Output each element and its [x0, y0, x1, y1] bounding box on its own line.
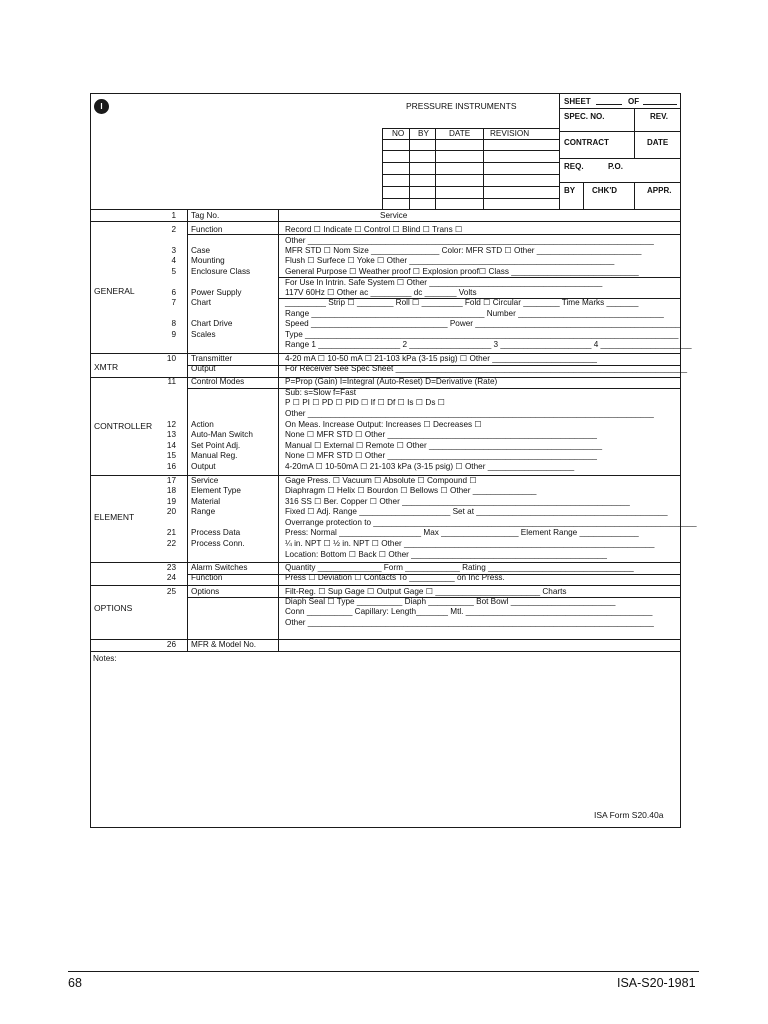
rev-label: REV.	[650, 112, 668, 121]
contract-label: CONTRACT	[564, 138, 609, 147]
row-number: 24	[166, 573, 176, 582]
row-number: 8	[171, 319, 176, 328]
section-xmtr: XMTR	[94, 362, 119, 372]
form-title: PRESSURE INSTRUMENTS	[406, 101, 517, 111]
row-number: 21	[166, 528, 176, 537]
admin-row	[559, 131, 681, 132]
row-label: Tag No.	[191, 211, 220, 220]
row-label: Function	[191, 573, 223, 582]
row-content: None ☐ MFR STD ☐ Other ______________________________________________	[285, 430, 597, 439]
row-label: Control Modes	[191, 377, 245, 386]
row-number: 10	[166, 354, 176, 363]
of-blank	[643, 104, 677, 105]
row-content: Diaphragm ☐ Helix ☐ Bourdon ☐ Bellows ☐ Other ______________	[285, 486, 537, 495]
row-number: 16	[166, 462, 176, 471]
row-number: 6	[171, 288, 176, 297]
row-number: 15	[166, 451, 176, 460]
section-element: ELEMENT	[94, 512, 135, 522]
section-controller: CONTROLLER	[94, 421, 153, 431]
revision-grid-row	[382, 198, 560, 199]
row-content: 117V 60Hz ☐ Other ac _________ dc _______ Volts	[285, 288, 477, 297]
admin-col	[634, 182, 635, 210]
row-content: Record ☐ Indicate ☐ Control ☐ Blind ☐ Trans ☐	[285, 225, 463, 234]
row-content: P=Prop (Gain) I=Integral (Auto-Reset) D=Derivative (Rate)	[285, 377, 498, 386]
row-content: Press: Normal __________________ Max _________________ Element Range _____________	[285, 528, 639, 537]
row-label: Service	[191, 476, 219, 485]
row-content: P ☐ PI ☐ PD ☐ PID ☐ If ☐ Df ☐ Is ☐ Ds ☐	[285, 398, 446, 407]
row-label: Power Supply	[191, 288, 242, 297]
form-id: ISA Form S20.40a	[594, 810, 664, 820]
row-number: 26	[166, 640, 176, 649]
row-label: Element Type	[191, 486, 241, 495]
row-number: 18	[166, 486, 176, 495]
row-content: For Use In Intrin. Safe System ☐ Other ______________________________________	[285, 278, 603, 287]
admin-row	[559, 182, 681, 183]
page-footer-rule	[68, 971, 699, 972]
section-rule	[90, 651, 681, 652]
page-number: 68	[68, 976, 82, 990]
form-border-bottom	[90, 827, 681, 828]
row-label: Enclosure Class	[191, 267, 251, 276]
row-label: Auto-Man Switch	[191, 430, 253, 439]
form-border-top	[90, 93, 681, 94]
row-label: Chart	[191, 298, 212, 307]
row-number: 13	[166, 430, 176, 439]
revision-grid-row	[382, 162, 560, 163]
row-content: Diaph Seal ☐ Type __________ Diaph __________ Bot Bowl _______________________	[285, 597, 616, 606]
row-label: Alarm Switches	[191, 563, 248, 572]
isa-logo-icon: I	[94, 99, 109, 114]
rev-col-date: DATE	[449, 129, 471, 138]
row-label: Case	[191, 246, 211, 255]
row-content: Other ____________________________________________________________________________	[285, 409, 654, 418]
section-options: OPTIONS	[94, 603, 133, 613]
admin-row	[559, 108, 681, 109]
row-number: 1	[171, 211, 176, 220]
row-content: _________ Strip ☐ ________ Roll ☐ _________ Fold ☐ Circular ________ Time Marks _______	[285, 298, 639, 307]
row-label: Process Data	[191, 528, 241, 537]
row-content: Fixed ☐ Adj. Range ____________________ Set at __________________________________________	[285, 507, 668, 516]
row-number: 20	[166, 507, 176, 516]
row-content: Other ____________________________________________________________________________	[285, 236, 654, 245]
row-content: Type __________________________________________________________________________________	[285, 330, 679, 339]
revision-grid-row	[382, 150, 560, 151]
notes-label: Notes:	[93, 654, 117, 663]
row-content: Flush ☐ Surfece ☐ Yoke ☐ Other _____________________________________________	[285, 256, 615, 265]
row-content: General Purpose ☐ Weather proof ☐ Explosion proof☐ Class ____________________________	[285, 267, 639, 276]
section-general: GENERAL	[94, 286, 135, 296]
spec-no-label: SPEC. NO.	[564, 112, 605, 121]
revision-grid-row	[382, 186, 560, 187]
row-content: Filt-Reg. ☐ Sup Gage ☐ Output Gage ☐ _______________________ Charts	[285, 587, 567, 596]
section-rule	[90, 221, 681, 222]
row-content: On Meas. Increase Output: Increases ☐ Decreases ☐	[285, 420, 482, 429]
row-content: For Receiver See Spec Sheet ________________________________________________________________	[285, 364, 688, 373]
by-label: BY	[564, 186, 576, 195]
row-content: Conn __________ Capillary: Length_______ Mtl. _________________________________________	[285, 607, 653, 616]
row-content: Location: Bottom ☐ Back ☐ Other ___________________________________________	[285, 550, 607, 559]
po-label: P.O.	[608, 162, 623, 171]
admin-box-left	[559, 93, 560, 210]
rev-col-by: BY	[418, 129, 429, 138]
section-rule	[90, 585, 681, 586]
revision-grid-row	[382, 174, 560, 175]
row-content: Press ☐ Deviation ☐ Contacts To __________ on Inc Press.	[285, 573, 505, 582]
row-number: 14	[166, 441, 176, 450]
section-rule	[90, 639, 681, 640]
row-number: 19	[166, 497, 176, 506]
row-number: 7	[171, 298, 176, 307]
row-content: 4-20mA ☐ 10-50mA ☐ 21-103 kPa (3-15 psig) ☐ Other ___________________	[285, 462, 575, 471]
row-label: Process Conn.	[191, 539, 245, 548]
row-content: Manual ☐ External ☐ Remote ☐ Other ______________________________________	[285, 441, 603, 450]
admin-col	[634, 108, 635, 159]
row-label: Range	[191, 507, 216, 516]
row-label: Action	[191, 420, 214, 429]
row-content: Range 1 __________________ 2 __________________ 3 ____________________ 4 ____________________	[285, 340, 692, 349]
of-label: OF	[628, 97, 640, 106]
req-label: REQ.	[564, 162, 584, 171]
row-content: Gage Press. ☐ Vacuum ☐ Absolute ☐ Compound ☐	[285, 476, 477, 485]
row-content: Sub: s=Slow f=Fast	[285, 388, 356, 397]
row-label: MFR & Model No.	[191, 640, 257, 649]
row-label: Manual Reg.	[191, 451, 238, 460]
row-number: 12	[166, 420, 176, 429]
row-number: 23	[166, 563, 176, 572]
row-content: Range ______________________________________ Number ________________________________	[285, 309, 664, 318]
document-id: ISA-S20-1981	[617, 976, 696, 990]
date-label: DATE	[647, 138, 669, 147]
row-number: 2	[171, 225, 176, 234]
row-rule	[187, 388, 681, 389]
row-number: 3	[171, 246, 176, 255]
rev-col-revision: REVISION	[490, 129, 530, 138]
row-content: Speed ______________________________ Power _____________________________________________	[285, 319, 681, 328]
row-content: Quantity ______________ Form ____________ Rating ________________________________	[285, 563, 634, 572]
row-content: Overrange protection to _______________________________________________________________________	[285, 518, 697, 527]
row-label: Function	[191, 225, 223, 234]
rev-col-no: NO	[392, 129, 405, 138]
admin-col	[583, 182, 584, 210]
form-border-right	[680, 93, 681, 828]
admin-row	[559, 158, 681, 159]
chkd-label: CHK'D	[592, 186, 618, 195]
row-label: Options	[191, 587, 220, 596]
row-content: MFR STD ☐ Nom Size _______________ Color: MFR STD ☐ Other _______________________	[285, 246, 642, 255]
row-number: 4	[171, 256, 176, 265]
form-border-left	[90, 93, 91, 828]
row-content: 4-20 mA ☐ 10-50 mA ☐ 21-103 kPa (3-15 psig) ☐ Other _______________________	[285, 354, 597, 363]
revision-grid-row	[382, 139, 560, 140]
row-label: Scales	[191, 330, 216, 339]
row-number: 25	[166, 587, 176, 596]
row-number: 17	[166, 476, 176, 485]
row-number: 5	[171, 267, 176, 276]
row-content: None ☐ MFR STD ☐ Other ______________________________________________	[285, 451, 597, 460]
row-content: 316 SS ☐ Ber. Copper ☐ Other __________________________________________________	[285, 497, 630, 506]
row-label: Mounting	[191, 256, 225, 265]
row-label: Transmitter	[191, 354, 233, 363]
row-number: 9	[171, 330, 176, 339]
row-label: Set Point Adj.	[191, 441, 241, 450]
row-content: Other ____________________________________________________________________________	[285, 618, 654, 627]
appr-label: APPR.	[647, 186, 672, 195]
row-label: Chart Drive	[191, 319, 233, 328]
row-content: Service	[380, 211, 408, 220]
row-content: ¼ in. NPT ☐ ½ in. NPT ☐ Other _______________________________________________________	[285, 539, 655, 548]
row-number: 22	[166, 539, 176, 548]
sheet-label: SHEET	[564, 97, 591, 106]
row-label: Material	[191, 497, 221, 506]
sheet-blank	[596, 104, 622, 105]
row-label: Output	[191, 462, 216, 471]
row-label: Output	[191, 364, 216, 373]
row-number: 11	[167, 377, 176, 386]
